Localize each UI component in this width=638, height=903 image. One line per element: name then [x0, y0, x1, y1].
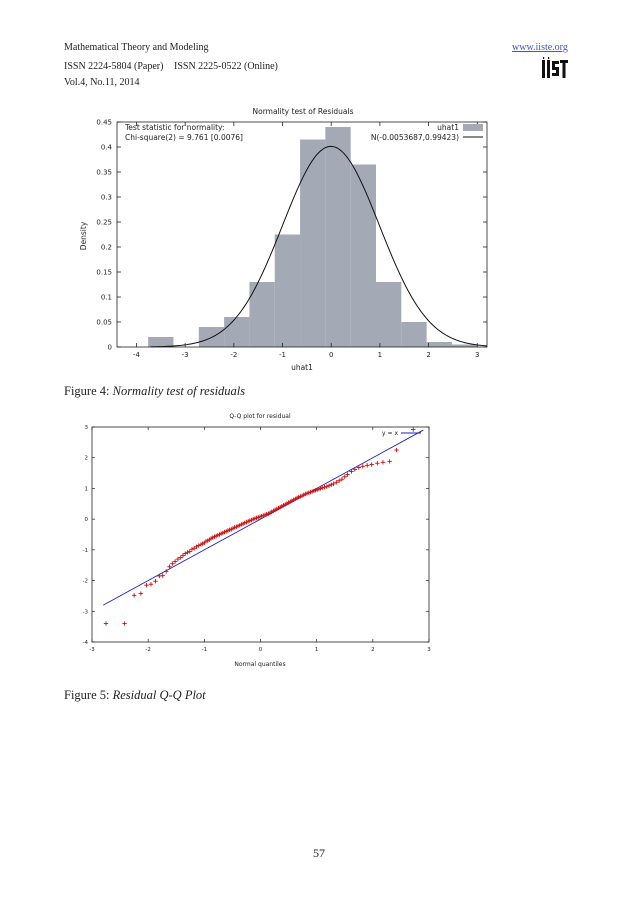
- x-axis-label: uhat1: [291, 363, 313, 372]
- y-tick-label: 0.4: [100, 143, 112, 152]
- x-tick-label: 0: [328, 351, 334, 359]
- y-tick-label: 0.35: [96, 168, 112, 177]
- qq-y-tick-label: -4: [82, 640, 88, 646]
- qq-chart-title: Q-Q plot for residual: [229, 413, 291, 420]
- histogram-bar: [275, 235, 300, 348]
- qq-x-tick-label: 3: [427, 647, 431, 653]
- qq-x-tick-label: 1: [314, 647, 319, 653]
- legend-histogram-label: uhat1: [437, 123, 459, 132]
- iiste-logo: [540, 57, 570, 81]
- qq-y-tick-label: 1: [84, 486, 88, 493]
- qq-point: [104, 621, 108, 625]
- qq-point: [161, 573, 165, 577]
- y-tick-label: 0.25: [96, 218, 112, 227]
- qq-point: [365, 463, 369, 467]
- qq-point: [370, 462, 374, 466]
- qq-point: [387, 459, 391, 463]
- qq-y-tick-label: -1: [82, 547, 88, 554]
- figure-5-label: Figure 5:: [64, 688, 113, 702]
- normality-histogram-chart: [60, 100, 580, 378]
- qq-point: [394, 448, 398, 452]
- test-statistic-heading: Test statistic for normality:: [125, 123, 225, 132]
- qq-y-tick-label: 2: [84, 455, 88, 462]
- y-tick-label: 0.15: [96, 268, 112, 277]
- qq-point: [325, 484, 329, 488]
- qq-y-tick-label: -2: [82, 578, 88, 585]
- histogram-bar: [325, 127, 350, 347]
- y-tick-label: 0.45: [96, 118, 112, 127]
- qq-point: [190, 547, 194, 551]
- qq-plot-frame: [92, 427, 429, 642]
- qq-point: [411, 427, 415, 431]
- qq-x-axis-label: Normal quantiles: [234, 661, 286, 668]
- x-tick-label: -1: [279, 351, 287, 359]
- qq-point: [322, 485, 326, 489]
- figure-4-text: Normality test of residuals: [112, 384, 246, 398]
- qq-point: [173, 559, 177, 563]
- y-axis-label: Density: [79, 221, 88, 251]
- issn-paper: ISSN 2224-5804 (Paper): [64, 61, 164, 72]
- qq-point: [144, 583, 148, 587]
- qq-point: [122, 621, 126, 625]
- qq-point: [139, 591, 143, 595]
- x-tick-label: -4: [132, 351, 140, 359]
- qq-point: [345, 472, 349, 476]
- qq-point: [170, 561, 174, 565]
- qq-x-tick-label: 0: [258, 647, 263, 653]
- histogram-bar: [427, 342, 452, 347]
- qq-point: [132, 593, 136, 597]
- qq-y-tick-label: 3: [84, 425, 88, 431]
- journal-title: Mathematical Theory and Modeling: [64, 42, 209, 53]
- chi-square-result: Chi-square(2) = 9.761 [0.0076]: [125, 133, 243, 142]
- qq-y-tick-label: 0: [84, 517, 88, 524]
- qq-point: [361, 464, 365, 468]
- figure-5-caption: [64, 688, 206, 703]
- qq-point: [353, 467, 357, 471]
- histogram-bar: [401, 322, 426, 347]
- qq-point: [188, 549, 192, 553]
- issn-online: ISSN 2225-0522 (Online): [174, 61, 278, 72]
- chart-title: Normality test of Residuals: [252, 107, 354, 116]
- qq-y-tick-label: -3: [82, 609, 88, 616]
- qq-x-tick-label: 2: [371, 647, 375, 653]
- qq-x-tick-label: -3: [89, 647, 95, 653]
- histogram-bar: [300, 140, 325, 348]
- y-tick-label: 0.1: [100, 293, 112, 302]
- y-tick-label: 0.3: [100, 193, 112, 202]
- qq-point: [327, 483, 331, 487]
- legend-histogram-swatch: [463, 124, 483, 131]
- y-tick-label: 0: [107, 343, 112, 352]
- qq-x-tick-label: -2: [145, 647, 151, 653]
- qq-point: [381, 460, 385, 464]
- figure-4-caption: [64, 384, 245, 399]
- y-tick-label: 0.05: [96, 318, 112, 327]
- histogram-bar: [376, 282, 401, 347]
- x-tick-label: -2: [230, 351, 238, 359]
- qq-legend-label: y = x: [382, 430, 398, 437]
- x-tick-label: 1: [377, 351, 383, 359]
- qq-x-tick-label: -1: [201, 647, 208, 653]
- legend-curve-label: N(-0.0053687,0.99423): [370, 133, 459, 142]
- y-tick-label: 0.2: [100, 243, 112, 252]
- website-link[interactable]: www.iiste.org: [512, 42, 568, 53]
- x-tick-label: 2: [426, 351, 431, 359]
- qq-point: [329, 483, 333, 487]
- qq-point: [343, 475, 347, 479]
- histogram-bar: [351, 165, 376, 348]
- histogram-bar: [148, 337, 173, 347]
- page-number: 57: [313, 846, 325, 860]
- qq-point: [149, 582, 153, 586]
- histogram-bar: [224, 317, 249, 347]
- qq-plot-chart: [80, 407, 440, 669]
- volume-info: Vol.4, No.11, 2014: [64, 77, 140, 88]
- x-tick-label: -3: [181, 351, 189, 359]
- figure-5-text: Residual Q-Q Plot: [112, 688, 206, 702]
- qq-point: [153, 579, 157, 583]
- x-tick-label: 3: [475, 351, 480, 359]
- qq-point: [375, 461, 379, 465]
- figure-4-label: Figure 4:: [64, 384, 113, 398]
